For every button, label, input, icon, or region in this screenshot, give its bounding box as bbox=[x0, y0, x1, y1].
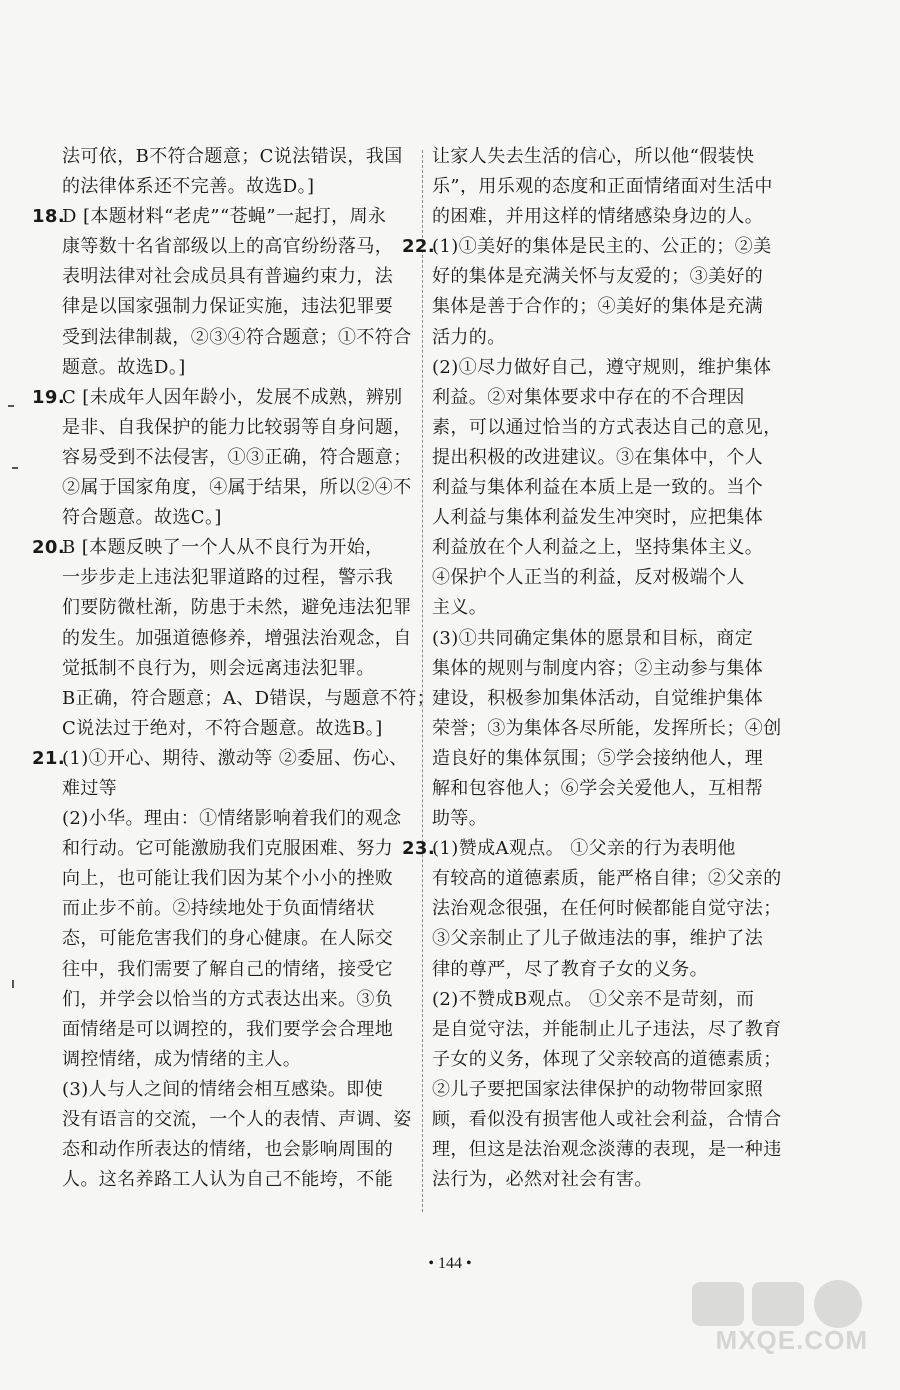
text-line bbox=[432, 292, 794, 322]
text-line bbox=[432, 1015, 794, 1045]
line-text: 和行动。它可能激励我们克服困难、努力 bbox=[62, 838, 394, 860]
scan-mark bbox=[12, 467, 18, 469]
line-text: 容易受到不法侵害，①③正确，符合题意； bbox=[62, 446, 412, 468]
question-number: 21. bbox=[32, 747, 66, 769]
line-text: 没有语言的交流，一个人的表情、声调、姿 bbox=[62, 1109, 412, 1130]
line-text: 们要防微杜渐，防患于未然，避免违法犯罪 bbox=[62, 597, 412, 619]
question-number: 18. bbox=[32, 206, 66, 228]
line-text: ②儿子要把国家法律保护的动物带回家照 bbox=[432, 1078, 764, 1100]
line-text: 集体的规则与制度内容；②主动参与集体 bbox=[432, 657, 764, 679]
line-text: 素，可以通过恰当的方式表达自己的意见， bbox=[432, 416, 782, 438]
line-text: 好的集体是充满关怀与友爱的；③美好的 bbox=[432, 266, 764, 288]
right-column bbox=[402, 142, 794, 1195]
line-text: (2)①尽力做好自己，遵守规则，维护集体 bbox=[432, 356, 772, 378]
line-text: (1)赞成A观点。 ①父亲的行为表明他 bbox=[432, 838, 736, 860]
text-line bbox=[62, 413, 414, 443]
line-text: 集体是善于合作的；④美好的集体是充满 bbox=[432, 296, 764, 318]
text-line bbox=[402, 232, 794, 262]
text-line bbox=[432, 323, 794, 353]
text-line bbox=[432, 202, 794, 232]
line-text: (1)①开心、期待、激动等 ②委屈、伤心、 bbox=[62, 747, 408, 769]
text-line bbox=[432, 924, 794, 954]
line-text: 的困难，并用这样的情绪感染身边的人。 bbox=[432, 206, 764, 228]
text-line bbox=[432, 864, 794, 894]
text-line bbox=[32, 202, 414, 232]
line-text: 让家人失去生活的信心，所以他“假装快 bbox=[432, 146, 755, 167]
line-text: 建设，积极参加集体活动，自觉维护集体 bbox=[432, 687, 764, 709]
text-line bbox=[62, 172, 414, 202]
line-text: 利益放在个人利益之上，坚持集体主义。 bbox=[432, 537, 764, 559]
question-number: 19. bbox=[32, 386, 66, 408]
text-line bbox=[62, 1105, 414, 1135]
line-text: 难过等 bbox=[62, 777, 118, 799]
text-line bbox=[432, 1165, 794, 1195]
text-line bbox=[62, 1135, 414, 1165]
line-text: 的发生。加强道德修养，增强法治观念，自 bbox=[62, 627, 412, 649]
text-line bbox=[402, 834, 794, 864]
line-text: (3)人与人之间的情绪会相互感染。即使 bbox=[62, 1078, 384, 1100]
text-line bbox=[62, 503, 414, 533]
line-text: (2)不赞成B观点。 ①父亲不是苛刻，而 bbox=[432, 988, 755, 1010]
text-line bbox=[62, 894, 414, 924]
text-line bbox=[62, 1075, 414, 1105]
text-line bbox=[432, 142, 794, 172]
line-text: 是自觉守法，并能制止儿子违法，尽了教育 bbox=[432, 1018, 782, 1040]
line-text: (1)①美好的集体是民主的、公正的；②美 bbox=[432, 236, 772, 258]
text-line bbox=[62, 654, 414, 684]
line-text: 向上，也可能让我们因为某个小小的挫败 bbox=[62, 868, 394, 890]
text-line bbox=[432, 714, 794, 744]
line-text: ③父亲制止了儿子做违法的事，维护了法 bbox=[432, 928, 764, 950]
line-text: 提出积极的改进建议。③在集体中，个人 bbox=[432, 446, 764, 468]
line-text: 乐”，用乐观的态度和正面情绪面对生活中 bbox=[432, 176, 773, 198]
question-number: 20. bbox=[32, 537, 66, 559]
text-line bbox=[62, 1045, 414, 1075]
question-number: 23. bbox=[402, 838, 436, 860]
text-line bbox=[62, 714, 414, 744]
line-text: 态和动作所表达的情绪，也会影响周围的 bbox=[62, 1139, 394, 1161]
text-line bbox=[432, 593, 794, 623]
text-line bbox=[62, 834, 414, 864]
line-text: 态，可能危害我们的身心健康。在人际交 bbox=[62, 928, 394, 950]
line-text: 人。这名养路工人认为自己不能垮，不能 bbox=[62, 1169, 394, 1191]
line-text: 调控情绪，成为情绪的主人。 bbox=[62, 1048, 302, 1070]
text-line bbox=[432, 955, 794, 985]
text-line bbox=[432, 353, 794, 383]
text-line bbox=[432, 1105, 794, 1135]
text-line bbox=[32, 533, 414, 563]
text-line bbox=[432, 894, 794, 924]
text-line bbox=[32, 383, 414, 413]
text-line bbox=[432, 774, 794, 804]
line-text: B正确，符合题意；A、D错误，与题意不符； bbox=[62, 687, 436, 709]
text-line bbox=[62, 924, 414, 954]
page-number: • 144 • bbox=[428, 1255, 472, 1272]
text-line bbox=[62, 292, 414, 322]
line-text: 面情绪是可以调控的，我们要学会合理地 bbox=[62, 1018, 394, 1040]
line-text: D [本题材料“老虎”“苍蝇”一起打，周永 bbox=[62, 206, 387, 228]
text-line bbox=[432, 1135, 794, 1165]
text-line bbox=[62, 262, 414, 292]
line-text: 受到法律制裁，②③④符合题意；①不符合 bbox=[62, 326, 412, 348]
line-text: 觉抵制不良行为，则会远离违法犯罪。 bbox=[62, 657, 375, 679]
text-line bbox=[62, 684, 436, 714]
line-text: 顾，看似没有损害他人或社会利益，合情合 bbox=[432, 1109, 782, 1130]
line-text: 往中，我们需要了解自己的情绪，接受它 bbox=[62, 958, 394, 980]
line-text: 表明法律对社会成员具有普遍约束力，法 bbox=[62, 266, 394, 288]
line-text: 法治观念很强，在任何时候都能自觉守法； bbox=[432, 898, 782, 920]
line-text: 利益。②对集体要求中存在的不合理因 bbox=[432, 386, 745, 408]
line-text: 律的尊严，尽了教育子女的义务。 bbox=[432, 958, 708, 980]
text-line bbox=[62, 443, 414, 473]
text-line bbox=[62, 323, 414, 353]
line-text: 题意。故选D。] bbox=[62, 356, 186, 378]
text-line bbox=[62, 1165, 414, 1195]
column-divider bbox=[422, 150, 423, 1212]
text-line bbox=[432, 533, 794, 563]
line-text: 人利益与集体利益发生冲突时，应把集体 bbox=[432, 507, 764, 529]
scan-mark bbox=[8, 405, 14, 407]
line-text: 有较高的道德素质，能严格自律；②父亲的 bbox=[432, 868, 782, 890]
text-line bbox=[432, 563, 794, 593]
line-text: (3)①共同确定集体的愿景和目标，商定 bbox=[432, 627, 754, 649]
text-line bbox=[62, 624, 414, 654]
text-line bbox=[432, 172, 794, 202]
line-text: 法可依，B不符合题意；C说法错误，我国 bbox=[62, 146, 403, 167]
text-line bbox=[32, 744, 414, 774]
line-text: 是非、自我保护的能力比较弱等自身问题， bbox=[62, 416, 412, 438]
watermark-logo bbox=[682, 1278, 872, 1358]
text-line bbox=[432, 413, 794, 443]
line-text: 律是以国家强制力保证实施，违法犯罪要 bbox=[62, 296, 394, 318]
text-line bbox=[62, 804, 414, 834]
line-text: 符合题意。故选C。] bbox=[62, 507, 222, 529]
line-text: 造良好的集体氛围；⑤学会接纳他人，理 bbox=[432, 747, 764, 769]
scan-mark bbox=[12, 980, 14, 988]
text-line bbox=[432, 503, 794, 533]
text-line bbox=[432, 744, 794, 774]
line-text: 荣誉；③为集体各尽所能，发挥所长；④创 bbox=[432, 717, 782, 739]
line-text: 助等。 bbox=[432, 808, 488, 830]
text-line bbox=[62, 593, 414, 623]
text-line bbox=[62, 142, 414, 172]
text-line bbox=[62, 864, 414, 894]
line-text: B [本题反映了一个人从不良行为开始， bbox=[62, 537, 384, 559]
text-line bbox=[432, 1075, 794, 1105]
line-text: 们，并学会以恰当的方式表达出来。③负 bbox=[62, 988, 394, 1010]
line-text: ②属于国家角度，④属于结果，所以②④不 bbox=[62, 477, 412, 499]
text-line bbox=[62, 232, 414, 262]
line-text: C说法过于绝对，不符合题意。故选B。] bbox=[62, 717, 383, 739]
text-line bbox=[432, 473, 794, 503]
text-line bbox=[432, 1045, 794, 1075]
question-number: 22. bbox=[402, 236, 436, 258]
text-line bbox=[432, 654, 794, 684]
text-line bbox=[62, 955, 414, 985]
line-text: 的法律体系还不完善。故选D。] bbox=[62, 176, 315, 198]
watermark-text: MXQE.COM bbox=[715, 1325, 868, 1355]
line-text: 解和包容他人；⑥学会关爱他人，互相帮 bbox=[432, 777, 764, 799]
line-text: 而止步不前。②持续地处于负面情绪状 bbox=[62, 898, 375, 920]
line-text: C [未成年人因年龄小，发展不成熟，辨别 bbox=[62, 386, 403, 408]
line-text: ④保护个人正当的利益，反对极端个人 bbox=[432, 567, 745, 589]
text-line bbox=[432, 443, 794, 473]
text-line bbox=[62, 563, 414, 593]
text-line bbox=[62, 353, 414, 383]
text-line bbox=[62, 985, 414, 1015]
line-text: (2)小华。理由：①情绪影响着我们的观念 bbox=[62, 808, 402, 830]
text-line bbox=[432, 684, 794, 714]
line-text: 子女的义务，体现了父亲较高的道德素质； bbox=[432, 1048, 782, 1070]
text-line bbox=[432, 262, 794, 292]
line-text: 理，但这是法治观念淡薄的表现，是一种违 bbox=[432, 1139, 782, 1161]
text-line bbox=[432, 383, 794, 413]
text-line bbox=[432, 804, 794, 834]
text-line bbox=[62, 774, 414, 804]
text-line bbox=[62, 1015, 414, 1045]
line-text: 一步步走上违法犯罪道路的过程，警示我 bbox=[62, 567, 394, 589]
text-line bbox=[432, 624, 794, 654]
line-text: 法行为，必然对社会有害。 bbox=[432, 1169, 653, 1191]
line-text: 康等数十名省部级以上的高官纷纷落马， bbox=[62, 236, 394, 258]
line-text: 活力的。 bbox=[432, 326, 506, 348]
line-text: 利益与集体利益在本质上是一致的。当个 bbox=[432, 477, 764, 499]
text-line bbox=[62, 473, 414, 503]
line-text: 主义。 bbox=[432, 597, 488, 619]
text-line bbox=[432, 985, 794, 1015]
